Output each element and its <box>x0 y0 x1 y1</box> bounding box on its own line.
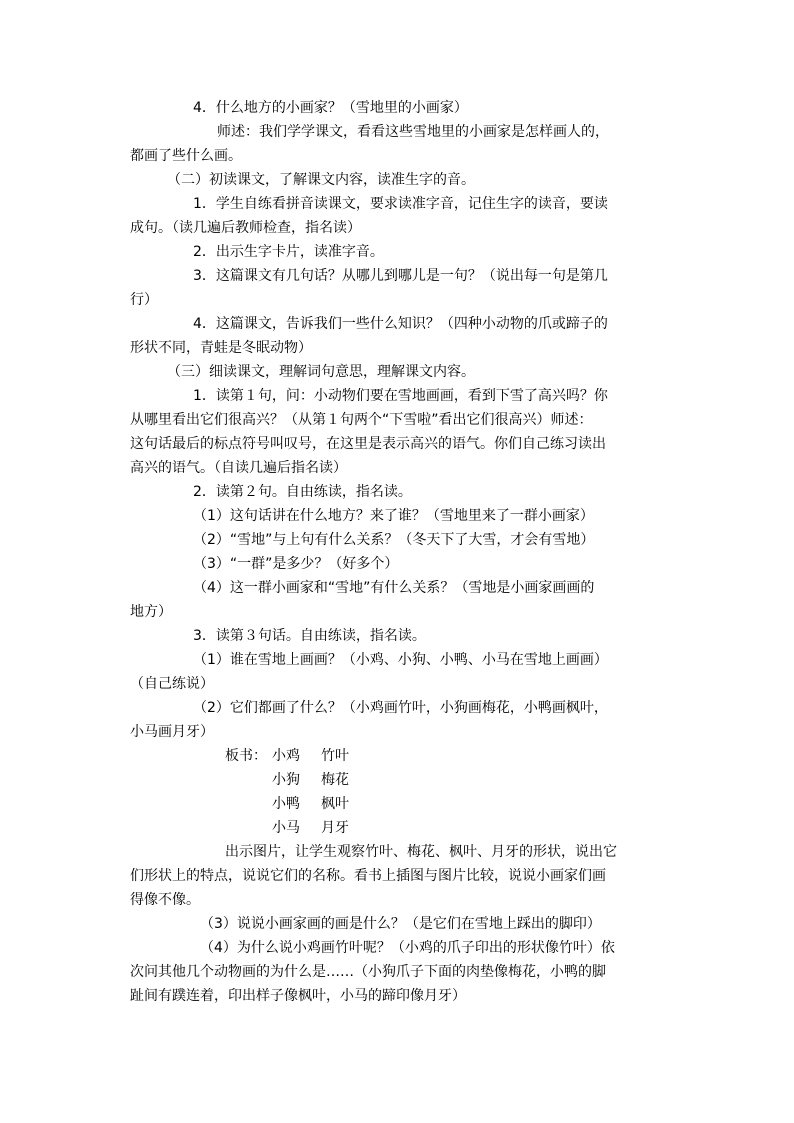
board-animal: 小马 <box>272 820 300 836</box>
board-animal: 小狗 <box>272 772 300 788</box>
text-line: 4．这篇课文，告诉我们一些什么知识？（四种小动物的爪或蹄子的 <box>193 316 608 332</box>
board-drawing: 枫叶 <box>321 796 349 812</box>
text-line: 3．这篇课文有几句话？从哪儿到哪儿是一句？（说出每一句是第几 <box>193 268 608 284</box>
text-line: 成句。（读几遍后教师检查，指名读） <box>130 220 361 236</box>
text-line: 4．什么地方的小画家？（雪地里的小画家） <box>193 100 468 116</box>
board-drawing: 月牙 <box>321 820 349 836</box>
text-line: 1．读第１句，问：小动物们要在雪地画画，看到下雪了高兴吗？你 <box>193 388 608 404</box>
text-line: 出示图片，让学生观察竹叶、梅花、枫叶、月牙的形状，说出它 <box>225 844 617 860</box>
board-drawing: 竹叶 <box>321 748 349 764</box>
board-label: 板书： <box>225 748 267 764</box>
text-line: 1．学生自练看拼音读课文，要求读准字音，记住生字的读音，要读 <box>193 196 608 212</box>
text-line: （1）谁在雪地上画画？（小鸡、小狗、小鸭、小马在雪地上画画） <box>193 652 608 668</box>
text-line: 高兴的语气。（自读几遍后指名读） <box>130 460 347 476</box>
text-line: 从哪里看出它们很高兴？（从第１句两个“下雪啦”看出它们很高兴）师述： <box>130 412 593 428</box>
text-line: 们形状上的特点，说说它们的名称。看书上插图与图片比较，说说小画家们画 <box>130 868 606 884</box>
section-heading: （三）细读课文，理解词句意思，理解课文内容。 <box>167 364 475 380</box>
text-line: 地方） <box>130 604 172 620</box>
text-line: 小马画月牙） <box>130 724 214 740</box>
text-line: 趾间有蹼连着，印出样子像枫叶，小马的蹄印像月牙） <box>130 988 466 1004</box>
text-line: 3．读第３句话。自由练读，指名读。 <box>193 628 426 644</box>
text-line: 形状不同，青蛙是冬眠动物） <box>130 340 312 356</box>
text-line: 2．读第２句。自由练读，指名读。 <box>193 484 412 500</box>
board-animal: 小鸡 <box>272 748 300 764</box>
text-line: 次问其他几个动物画的为什么是……（小狗爪子下面的肉垫像梅花，小鸭的脚 <box>130 964 606 980</box>
text-line: （2）它们都画了什么？（小鸡画竹叶，小狗画梅花，小鸭画枫叶， <box>193 700 608 716</box>
text-line: 师述：我们学学课文，看看这些雪地里的小画家是怎样画人的， <box>217 124 609 140</box>
text-line: 这句话最后的标点符号叫叹号，在这里是表示高兴的语气。你们自己练习读出 <box>130 436 606 452</box>
text-line: （3）“一群”是多少？（好多个） <box>193 556 399 572</box>
text-line: （4）为什么说小鸡画竹叶呢？（小鸡的爪子印出的形状像竹叶）依 <box>200 940 615 956</box>
text-line: （自己练说） <box>130 676 214 692</box>
text-line: 得像不像。 <box>130 892 200 908</box>
board-drawing: 梅花 <box>321 772 349 788</box>
text-line: （3）说说小画家画的画是什么？（是它们在雪地上踩出的脚印） <box>200 916 601 932</box>
section-heading: （二）初读课文，了解课文内容，读准生字的音。 <box>167 172 475 188</box>
board-animal: 小鸭 <box>272 796 300 812</box>
text-line: （4）这一群小画家和“雪地”有什么关系？（雪地是小画家画画的 <box>193 580 595 596</box>
text-line: 都画了些什么画。 <box>130 148 242 164</box>
text-line: （1）这句话讲在什么地方？来了谁？（雪地里来了一群小画家） <box>193 508 594 524</box>
text-line: 行） <box>130 292 158 308</box>
text-line: 2．出示生字卡片，读准字音。 <box>193 244 384 260</box>
text-line: （2）“雪地”与上句有什么关系？（冬天下了大雪，才会有雪地） <box>193 532 595 548</box>
